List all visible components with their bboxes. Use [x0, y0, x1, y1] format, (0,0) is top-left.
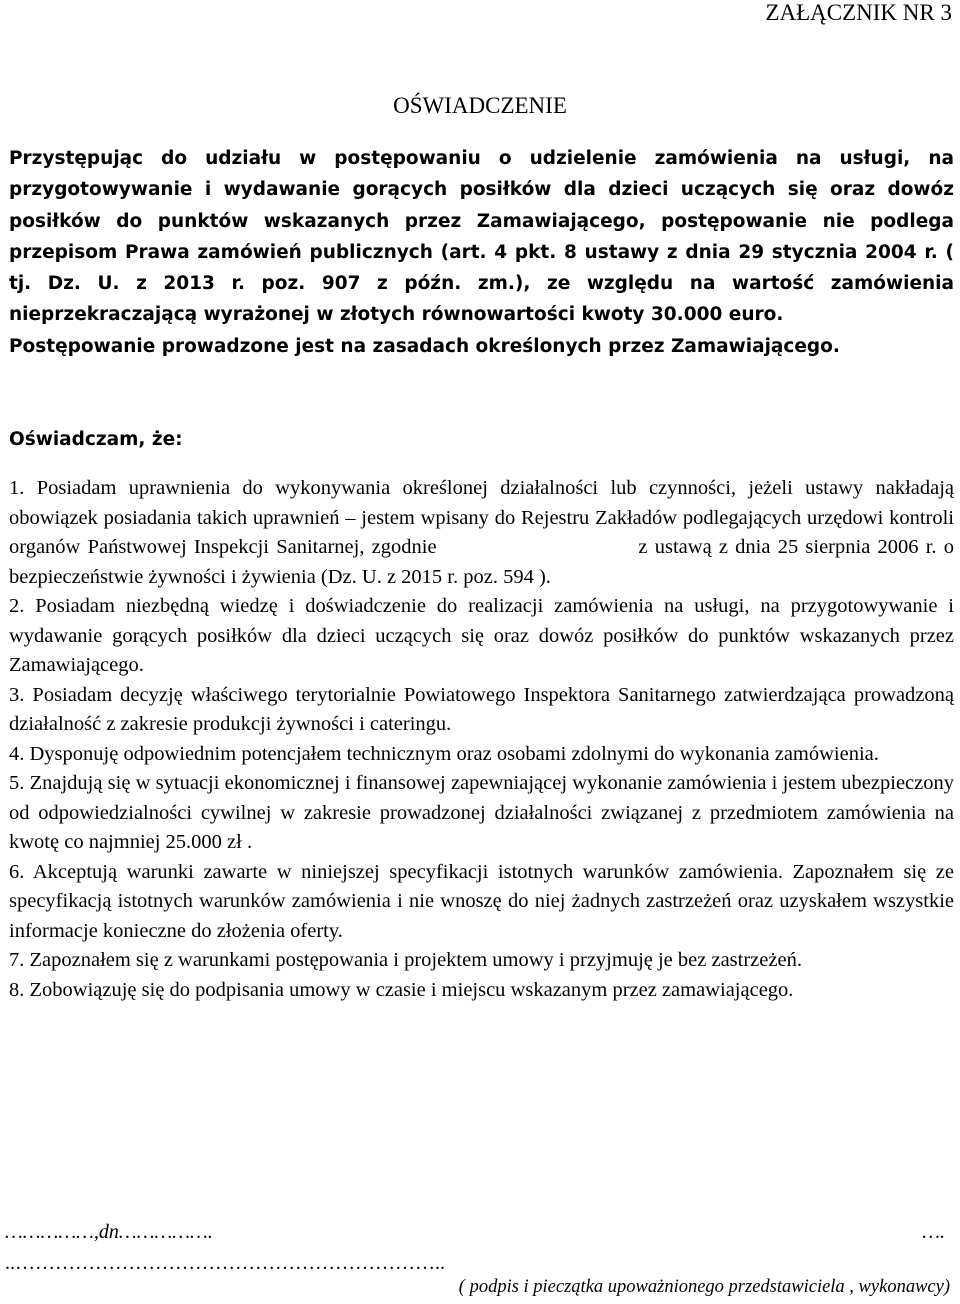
item-text: Posiadam uprawnienia do wykonywania określonej działalności lub czynności, jeżeli ustawy nakładają obowiązek posiadania takich uprawnień – jestem wpisany do Rejestru Zakładów podlegających urzędowi kontroli organów Państwowej Inspekcji Sanitarnej, zgodnie z ustawą z dnia 25 sierpnia 2006 r. o bezpieczeństwie żywności i żywienia (Dz. U. z 2015 r. poz. 594 ).: [9, 477, 960, 588]
document-title: OŚWIADCZENIE: [393, 93, 567, 118]
declaration-item: [9, 858, 954, 947]
place-date-line: [5, 1219, 951, 1245]
place-date-end: ….: [922, 1221, 945, 1243]
declaration-item: [9, 946, 954, 976]
declaration-heading: Oświadczam, że:: [9, 429, 183, 450]
place-date-field: ……………,dn…………….: [5, 1221, 213, 1243]
item-number: 3.: [9, 683, 25, 706]
item-text: Posiadam niezbędną wiedzę i doświadczenie do realizacji zamówienia na usługi, na przygotowywanie i wydawanie gorących posiłków dla dzieci uczących się oraz dowóz posiłków do punktów wskazanych przez Zamawiającego.: [9, 595, 955, 676]
item-number: 4.: [9, 742, 25, 765]
item-number: 2.: [9, 595, 25, 617]
item-text: Akceptują warunki zawarte w niniejszej specyfikacji istotnych warunków zamówienia. Zapoznałem się ze specyfikacją istotnych warunków zamówienia i nie wnoszę do niej żadnych zastrzeżeń oraz uzyskałem wszystkie informacje konieczne do złożenia oferty.: [9, 860, 954, 942]
item-text: Posiadam decyzję właściwego terytorialnie Powiatowego Inspektora Sanitarnego zatwierdzająca prowadzoną działalność z zakresie produkcji żywności i cateringu.: [9, 683, 954, 735]
item-number: 6.: [9, 860, 25, 883]
intro-paragraph: Przystępując do udziału w postępowaniu o udzielenie zamówienia na usługi, na przygotowywanie i wydawanie gorących posiłków dla dzieci uczących się oraz dowóz posiłków do punktów wskazanych przez Zamawiającego, postępowanie nie podlega przepisom Prawa zamówień publicznych (art. 4 pkt. 8 ustawy z dnia 29 stycznia 2004 r. ( tj. Dz. U. z 2013 r. poz. 907 z późn. zm.), ze względu na wartość zamówienia nieprzekraczającą wyrażonej w złotych równowartości kwoty 30.000 euro.: [9, 148, 954, 326]
declaration-item: [9, 976, 954, 1006]
signature-line: ..………………………………………………………..: [5, 1252, 445, 1274]
item-text: Dysponuję odpowiednim potencjałem technicznym oraz osobami zdolnymi do wykonania zamówienia.: [29, 742, 879, 765]
item-number: 5.: [9, 772, 25, 794]
item-number: 8.: [9, 978, 25, 1001]
declaration-item: [9, 740, 954, 770]
intro-closing-sentence: Postępowanie prowadzone jest na zasadach określonych przez Zamawiającego.: [9, 336, 840, 357]
declaration-list: [9, 474, 960, 1005]
declaration-item: [9, 474, 960, 592]
item-text: Znajdują się w sytuacji ekonomicznej i finansowej zapewniającej wykonanie zamówienia i jestem ubezpieczony od odpowiedzialności cywilnej w zakresie prowadzonej działalności związanej z przedmiotem zamówienia na kwotę co najmniej 25.000 zł .: [9, 772, 954, 853]
declaration-item: [9, 769, 954, 858]
declaration-item: [9, 681, 954, 740]
signature-caption: ( podpis i pieczątka upoważnionego przedstawiciela , wykonawcy): [458, 1277, 950, 1297]
item-text: Zapoznałem się z warunkami postępowania i projektem umowy i przyjmuję je bez zastrzeżeń.: [29, 949, 802, 971]
annex-label: ZAŁĄCZNIK NR 3: [765, 0, 952, 25]
item-number: 7.: [9, 949, 25, 971]
item-number: 1.: [9, 477, 25, 499]
declaration-item: [9, 592, 954, 681]
item-text: Zobowiązuję się do podpisania umowy w czasie i miejscu wskazanym przez zamawiającego.: [29, 978, 794, 1001]
